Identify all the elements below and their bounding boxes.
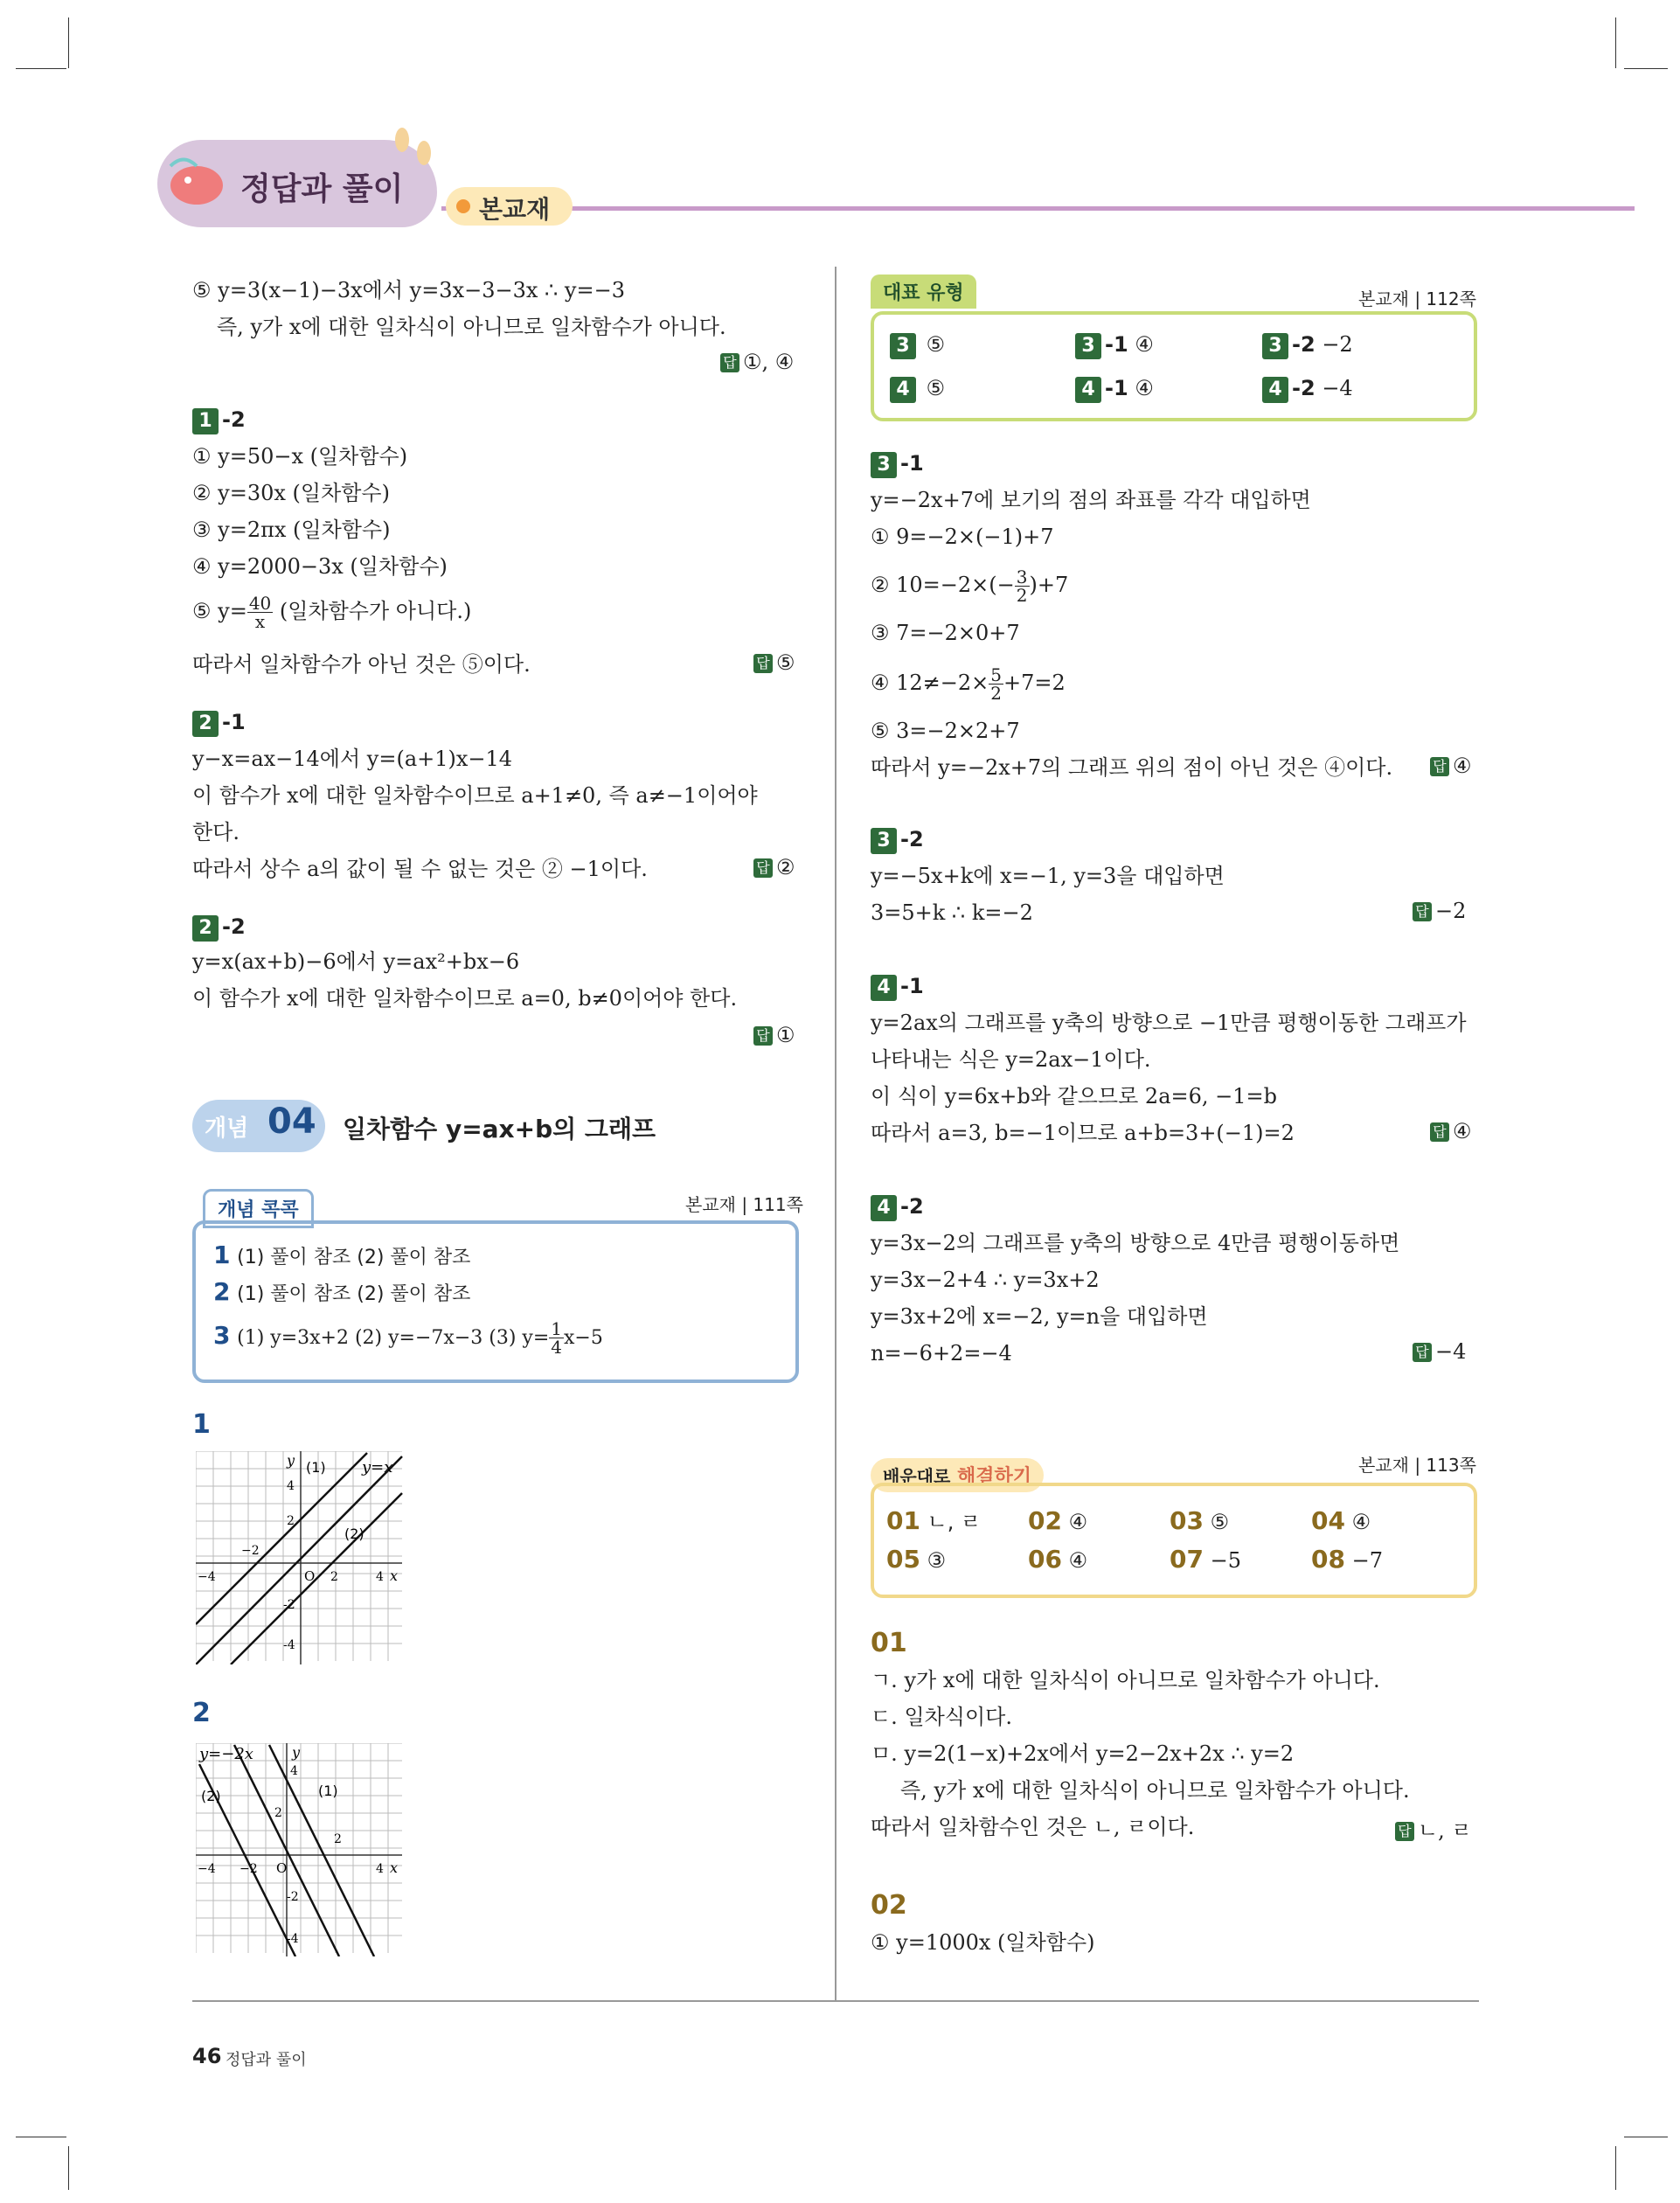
denominator: 4: [551, 1337, 563, 1358]
solve-num: 08: [1311, 1545, 1345, 1574]
text-line: [871, 666, 1066, 702]
header-line: [441, 206, 1635, 211]
text-line: ① y=1000x (일차함수): [871, 1930, 1095, 1955]
solve-value: ④: [1068, 1510, 1088, 1534]
graph-2: [196, 1743, 406, 1956]
text-line: 즉, y가 x에 대한 일차식이 아니므로 일차함수가 아니다.: [900, 1778, 1410, 1803]
rep-value: ④: [1135, 376, 1154, 400]
solve-item: [886, 1507, 981, 1536]
rep-item: [1262, 374, 1353, 403]
solve-value: ㄴ, ㄹ: [927, 1510, 982, 1534]
problem-number: 3: [871, 828, 897, 854]
solve-num: 05: [886, 1545, 920, 1574]
answer-value: ①, ④: [743, 350, 795, 374]
answer: [753, 650, 795, 675]
problem-number: 3: [871, 452, 897, 478]
tick: 4: [376, 1862, 384, 1876]
answer-value: −2: [1435, 899, 1467, 923]
concept-title: 일차함수 y=ax+b의 그래프: [343, 1115, 656, 1143]
text-line: y=−2x+7에 보기의 점의 좌표를 각각 대입하면: [871, 488, 1311, 512]
check-row: [213, 1278, 470, 1309]
graph-label: 1: [192, 1409, 211, 1440]
solve-tag-2: 해결하기: [956, 1466, 1031, 1488]
tick: 2: [334, 1832, 342, 1846]
text: ⑤ y=: [192, 599, 247, 623]
solve-item: [1028, 1507, 1087, 1536]
origin: O: [304, 1568, 316, 1584]
answer-mark: 답: [1430, 1122, 1449, 1142]
problem-sub: -1: [222, 710, 246, 734]
y-label: y: [287, 1452, 295, 1469]
check-num: 2: [213, 1277, 231, 1306]
rep-num: 4: [1262, 377, 1288, 403]
tick: -2: [287, 1890, 299, 1904]
page-title: 정답과 풀이: [240, 171, 404, 207]
text-line: 3=5+k ∴ k=−2: [871, 900, 1033, 925]
problem-number: 1: [192, 408, 219, 434]
answer-value: −4: [1435, 1339, 1467, 1364]
crop-mark: [1615, 17, 1616, 68]
check-num: 1: [213, 1240, 231, 1269]
text: ② 10=−2×(−: [871, 573, 1015, 597]
origin: O: [276, 1860, 288, 1876]
solve-box: [871, 1483, 1477, 1598]
text-line: ③ 7=−2×0+7: [871, 621, 1020, 645]
tick: −2: [241, 1544, 260, 1558]
answer: [753, 1023, 795, 1047]
solve-num: 04: [1311, 1506, 1345, 1535]
denominator: 2: [1016, 585, 1028, 606]
solve-value: ④: [1351, 1510, 1371, 1534]
rep-item: [1075, 374, 1154, 403]
answer: [1413, 899, 1466, 923]
problem-number: 2: [192, 915, 219, 942]
solve-num: 03: [1170, 1506, 1204, 1535]
solve-value: ③: [927, 1548, 947, 1573]
text-line: ⑤ 3=−2×2+7: [871, 719, 1020, 743]
rep-tag: [871, 275, 976, 309]
text-line: 따라서 y=−2x+7의 그래프 위의 점이 아닌 것은 ④이다.: [871, 755, 1393, 780]
problem-header: [871, 451, 924, 478]
rep-item: [1262, 330, 1353, 359]
answer: [1413, 1339, 1466, 1364]
tick: 2: [274, 1806, 282, 1820]
label-2: (2): [344, 1525, 364, 1542]
solve-num: 07: [1170, 1545, 1204, 1574]
x-label: x: [390, 1859, 399, 1876]
problem-number: 4: [871, 1195, 897, 1221]
label-y-eq-neg2x: y=−2x: [199, 1745, 253, 1763]
text-line: y=−5x+k에 x=−1, y=3을 대입하면: [871, 864, 1225, 888]
problem-header: 01: [871, 1628, 907, 1658]
denominator: 2: [990, 683, 1003, 704]
rep-num: 4: [890, 377, 916, 403]
tick: -2: [283, 1598, 295, 1612]
rep-value: ⑤: [926, 332, 946, 357]
answer-mark: 답: [1413, 902, 1432, 921]
answer-mark: 답: [1395, 1822, 1414, 1841]
rep-num: 3: [1262, 333, 1288, 359]
fraction: [989, 666, 1003, 702]
problem-header: 02: [871, 1890, 907, 1921]
answer-mark: 답: [753, 1026, 773, 1046]
check-text: (1) 풀이 참조 (2) 풀이 참조: [237, 1247, 471, 1268]
check-row: [213, 1241, 470, 1272]
numerator: 5: [990, 664, 1003, 685]
answer: [1430, 754, 1472, 778]
answer-mark: 답: [753, 654, 773, 673]
text-line: 나타내는 식은 y=2ax−1이다.: [871, 1047, 1151, 1072]
text-line: ⑤ y=3(x−1)−3x에서 y=3x−3−3x ∴ y=−3: [192, 278, 625, 302]
fraction: [1015, 568, 1030, 604]
solve-item: [886, 1546, 946, 1574]
fraction: [549, 1320, 564, 1356]
rep-sub: -2: [1292, 376, 1316, 400]
tick: 4: [287, 1479, 295, 1493]
answer: [720, 350, 794, 374]
text-line: 이 함수가 x에 대한 일차함수이므로 a+1≠0, 즉 a≠−1이어야: [192, 783, 758, 808]
fish-mascot-icon: [162, 149, 232, 219]
page-ref: 본교재 | 111쪽: [685, 1194, 803, 1215]
check-text: x−5: [564, 1327, 603, 1349]
label-1: (1): [318, 1783, 338, 1799]
text-line: ㄱ. y가 x에 대한 일차식이 아니므로 일차함수가 아니다.: [871, 1668, 1380, 1692]
problem-header: [192, 914, 246, 942]
text-line: ③ y=2πx (일차함수): [192, 518, 391, 542]
tick: 4: [290, 1764, 298, 1778]
check-text: (1) 풀이 참조 (2) 풀이 참조: [237, 1283, 471, 1305]
crop-mark: [68, 17, 69, 68]
tab-dot: [456, 199, 470, 213]
solve-num: 06: [1028, 1545, 1062, 1574]
x-label: x: [390, 1567, 399, 1584]
rep-sub: -2: [1292, 332, 1316, 357]
text-line: ㄷ. 일차식이다.: [871, 1705, 1012, 1729]
text-line: 따라서 a=3, b=−1이므로 a+b=3+(−1)=2: [871, 1121, 1295, 1145]
text-line: 이 함수가 x에 대한 일차함수이므로 a=0, b≠0이어야 한다.: [192, 986, 738, 1011]
text-line: 한다.: [192, 820, 240, 844]
text-line: 이 식이 y=6x+b와 같으므로 2a=6, −1=b: [871, 1084, 1277, 1108]
answer: [753, 855, 795, 879]
rep-sub: -1: [1105, 332, 1128, 357]
check-row: [213, 1320, 603, 1356]
graph-line-1: [269, 1745, 374, 1956]
problem-sub: -2: [900, 827, 924, 851]
answer: [1395, 1813, 1472, 1844]
tick: −4: [198, 1570, 216, 1584]
answer-value: ②: [776, 855, 795, 879]
text-line: 따라서 일차함수인 것은 ㄴ, ㄹ이다.: [871, 1815, 1195, 1839]
tick: 2: [330, 1570, 338, 1584]
footer-rule: [192, 2000, 1479, 2002]
text-line: ① y=50−x (일차함수): [192, 444, 408, 469]
answer: [1430, 1119, 1472, 1143]
text: (일차함수가 아니다.): [273, 599, 472, 623]
solve-value: −7: [1351, 1548, 1383, 1573]
rep-num: 3: [1075, 333, 1101, 359]
crop-mark: [1624, 68, 1668, 69]
solve-item: [1170, 1507, 1229, 1536]
crop-mark: [16, 68, 66, 69]
fraction: [247, 594, 273, 630]
problem-sub: -2: [900, 1194, 924, 1219]
problem-sub: -1: [900, 451, 924, 476]
concept-number: 04: [267, 1102, 316, 1142]
answer-value: ①: [776, 1023, 795, 1047]
column-divider: [835, 267, 837, 2002]
text-line: ㅁ. y=2(1−x)+2x에서 y=2−2x+2x ∴ y=2: [871, 1741, 1295, 1766]
answer-value: ④: [1453, 754, 1472, 778]
check-num: 3: [213, 1321, 231, 1350]
problem-header: [192, 407, 246, 434]
numerator: 40: [248, 593, 272, 614]
rep-box: [871, 311, 1477, 421]
text: )+7: [1029, 573, 1069, 597]
numerator: 3: [1016, 566, 1028, 587]
graph-line-y-eq-x: [196, 1456, 402, 1664]
solve-item: [1028, 1546, 1087, 1574]
problem-header: [871, 1194, 924, 1221]
check-text: (1) y=3x+2 (2) y=−7x−3 (3) y=: [237, 1327, 550, 1349]
solve-value: ④: [1068, 1548, 1088, 1573]
text-line: ① 9=−2×(−1)+7: [871, 525, 1054, 549]
check-tag: 개념 콕콕: [203, 1189, 314, 1228]
rep-sub: -1: [1105, 376, 1128, 400]
problem-sub: -2: [222, 407, 246, 432]
rep-num: 3: [890, 333, 916, 359]
crop-mark: [68, 2146, 69, 2190]
rep-item: [890, 374, 945, 403]
solve-num: 02: [1028, 1506, 1062, 1535]
solve-item: [1311, 1507, 1371, 1536]
label-y-eq-x: y=x: [362, 1458, 393, 1477]
text-line: [871, 568, 1068, 604]
page-number: 46: [192, 2044, 222, 2068]
label-1: (1): [306, 1459, 326, 1476]
y-label: y: [292, 1744, 301, 1761]
text-line: y=3x−2+4 ∴ y=3x+2: [871, 1268, 1100, 1292]
text: ④ 12≠−2×: [871, 671, 989, 695]
tick: -4: [283, 1638, 295, 1652]
rep-item: [1075, 330, 1154, 359]
problem-header: [871, 827, 924, 854]
text-line: 따라서 일차함수가 아닌 것은 ⑤이다.: [192, 652, 531, 677]
solve-tag-1: 배운대로: [883, 1466, 951, 1487]
graph-label: 2: [192, 1698, 211, 1728]
tick: −2: [240, 1862, 258, 1876]
text-line: 따라서 상수 a의 값이 될 수 없는 것은 ② −1이다.: [192, 857, 648, 881]
text-line: [192, 594, 471, 630]
problem-sub: -1: [900, 974, 924, 998]
rep-value: ④: [1135, 332, 1154, 357]
text-line: ④ y=2000−3x (일차함수): [192, 554, 448, 579]
answer-mark: 답: [753, 858, 773, 878]
text-line: y=2ax의 그래프를 y축의 방향으로 −1만큼 평행이동한 그래프가: [871, 1011, 1467, 1035]
problem-header: [192, 710, 246, 737]
tick: 2: [287, 1514, 295, 1528]
text-line: y−x=ax−14에서 y=(a+1)x−14: [192, 747, 513, 771]
answer-value: ㄴ, ㄹ: [1418, 1818, 1472, 1843]
rep-value: −4: [1322, 376, 1353, 400]
page-ref: 본교재 | 112쪽: [1358, 288, 1476, 309]
rep-item: [890, 330, 945, 359]
answer-mark: 답: [720, 353, 739, 372]
rep-value: ⑤: [926, 376, 946, 400]
concept-tag: 개념: [205, 1115, 249, 1142]
tick: 4: [376, 1570, 384, 1584]
answer-value: ⑤: [776, 650, 795, 675]
label-2: (2): [201, 1788, 221, 1804]
problem-header: [871, 974, 924, 1001]
graph-1: [196, 1451, 406, 1664]
text-line: y=3x−2의 그래프를 y축의 방향으로 4만큼 평행이동하면: [871, 1231, 1400, 1255]
solve-item: [1311, 1546, 1383, 1574]
solve-value: ⑤: [1210, 1510, 1230, 1534]
text-line: n=−6+2=−4: [871, 1341, 1012, 1366]
numerator: 1: [551, 1318, 563, 1339]
problem-number: 2: [192, 711, 219, 737]
solve-num: 01: [886, 1506, 920, 1535]
rep-value: −2: [1322, 332, 1353, 357]
denominator: x: [254, 611, 266, 632]
crop-mark: [1615, 2146, 1616, 2190]
text-line: y=3x+2에 x=−2, y=n을 대입하면: [871, 1304, 1208, 1329]
text-line: ② y=30x (일차함수): [192, 481, 390, 505]
answer-mark: 답: [1430, 757, 1449, 776]
answer-mark: 답: [1413, 1343, 1432, 1362]
solve-value: −5: [1210, 1548, 1241, 1573]
tick: -4: [287, 1932, 299, 1946]
text-line: y=x(ax+b)−6에서 y=ax²+bx−6: [192, 949, 520, 974]
text: +7=2: [1003, 671, 1066, 695]
answer-value: ④: [1453, 1119, 1472, 1143]
rep-tag-label: 대표 유형: [883, 282, 964, 304]
problem-number: 4: [871, 975, 897, 1001]
header-tab-label: 본교재: [479, 195, 551, 224]
rep-num: 4: [1075, 377, 1101, 403]
footer-text: 정답과 풀이: [226, 2051, 307, 2069]
problem-sub: -2: [222, 914, 246, 939]
page-ref: 본교재 | 113쪽: [1358, 1455, 1476, 1476]
solve-item: [1170, 1546, 1241, 1574]
text-line: 즉, y가 x에 대한 일차식이 아니므로 일차함수가 아니다.: [217, 315, 726, 339]
tick: −4: [198, 1862, 216, 1876]
